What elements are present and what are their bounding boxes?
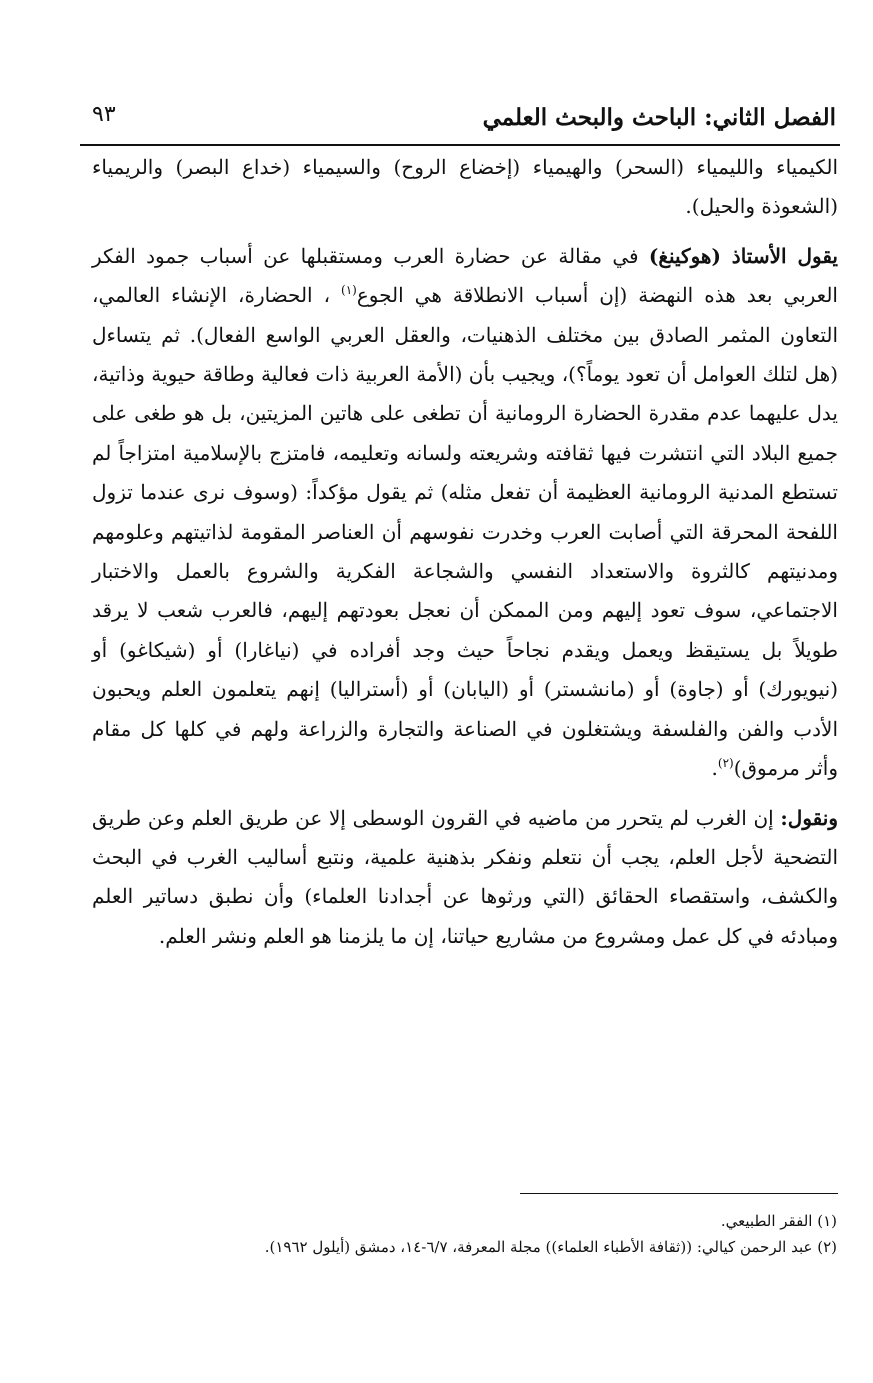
running-header bbox=[80, 100, 840, 146]
paragraph-3-lead: ونقول: bbox=[780, 805, 838, 830]
footnote-2: (٢) عبد الرحمن كيالي: ((ثقافة الأطباء العلماء)) مجلة المعرفة، ٦/٧-١٤، دمشق (أيلول ١٩٦٢). bbox=[264, 1238, 837, 1256]
footnotes bbox=[77, 1208, 837, 1260]
paragraph-1 bbox=[92, 148, 838, 227]
paragraph-2-lead: يقول الأستاذ (هوكينغ) bbox=[648, 243, 839, 268]
page-number: ٩٣ bbox=[92, 102, 116, 127]
footnote-1: (١) الفقر الطبيعي. bbox=[720, 1212, 837, 1230]
paragraph-2-end-mark: . bbox=[711, 756, 718, 781]
chapter-title: الفصل الثاني: الباحث والبحث العلمي bbox=[482, 104, 836, 131]
footnote-ref-2: (٢) bbox=[717, 756, 734, 771]
body-text bbox=[92, 148, 838, 956]
paragraph-1-text: الكيمياء والليمياء (السحر) والهيمياء (إخضاع الروح) والسيمياء (خداع البصر) والريمياء (الشعوذة والحيل). bbox=[92, 155, 838, 219]
paragraph-2-text-continued: ، الحضارة، الإنشاء العالمي، التعاون المثمر الصادق بين مختلف الذهنيات، والعقل العربي الواسع الفعال). ثم يتساءل (هل لتلك العوامل أن تعود يوماً؟)، ويجيب بأن (الأمة العربية ذات فعالية وطاقة حيوية وذاتية، يدل عليهما عدم مقدرة الحضارة الرومانية أن تطغى على هاتين المزيتين، بل هو طغى على جميع البلاد التي انتشرت فيها ثقافته وشريعته ولسانه وتعليمه، فامتزج بالإسلامية امتزاجاً لم تستطع المدنية الرومانية العظيمة أن تفعل مثله) ثم يقول مؤكداً: (وسوف نرى عندما تزول اللفحة المحرقة التي أصابت العرب وخدرت نفوسهم أن العناصر المقومة لذاتيتهم وعلومهم ومدنيتهم كالثروة والاستعداد النفسي والشجاعة الفكرية والشروع بالعمل والاختبار الاجتماعي، سوف تعود إليهم ومن الممكن أن نعجل بعودتهم إليهم، فالعرب شعب لا يرقد طويلاً بل يستيقظ ويعمل ويقدم نجاحاً حيث وجد أفراده في (نياغارا) أو (شيكاغو) أو (نيويورك) أو (جاوة) أو (مانشستر) أو (اليابان) أو (أستراليا) إنهم يتعلمون العلم ويحبون الأدب والفن والفلسفة ويشتغلون في الصناعة والتجارة والزراعة ولهم في كلها كل مقام وأثر مرموق) bbox=[92, 283, 839, 781]
footnote-ref-1: (١) bbox=[341, 283, 357, 298]
paragraph-3 bbox=[92, 799, 838, 957]
paragraph-2-text: في مقالة عن حضارة العرب ومستقبلها عن أسباب جمود الفكر العربي بعد هذه النهضة (إن أسباب الانطلاقة هي الجوع bbox=[92, 243, 838, 308]
paragraph-2 bbox=[92, 237, 838, 789]
footnote-divider bbox=[520, 1193, 838, 1194]
paragraph-3-text: إن الغرب لم يتحرر من ماضيه في القرون الوسطى إلا عن طريق العلم وعن طريق التضحية لأجل العلم، يجب أن نتعلم ونفكر بذهنية علمية، ونتبع أساليب الغرب في البحث والكشف، واستقصاء الحقائق (التي ورثوها عن أجدادنا العلماء) وأن نطبق دساتير العلم ومبادئه في كل عمل ومشروع من مشاريع حياتنا، إن ما يلزمنا هو العلم ونشر العلم. bbox=[92, 805, 838, 948]
